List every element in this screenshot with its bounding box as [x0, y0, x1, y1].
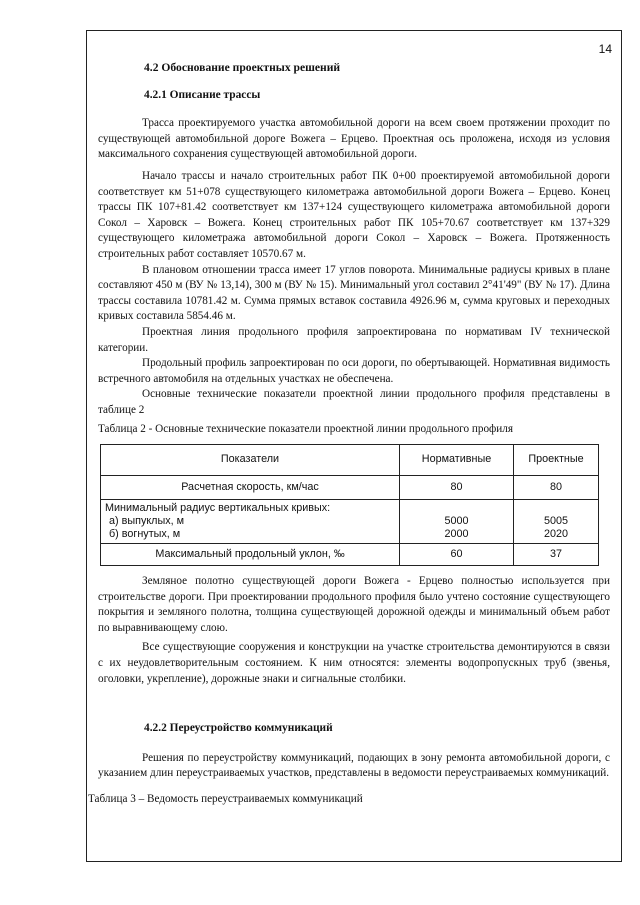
table-row: [101, 500, 599, 544]
header-indicators: Показатели: [101, 445, 400, 476]
page-number: 14: [598, 42, 612, 56]
header-normative: Нормативные: [400, 445, 514, 476]
table3-caption: Таблица 3 – Ведомость переустраиваемых коммуникаций: [88, 793, 363, 805]
radius-proj-concave: 2020: [543, 528, 569, 541]
paragraph: Земляное полотно существующей дороги Вожега - Ерцево полностью используется при строительстве дороги. При проектировании продольного профиля было учтено состояние существующего покрытия и земляного полотна, толщина существующей дорожной одежды и минимальный объем работ по выравнивающему слою.: [98, 575, 610, 634]
paragraph: В плановом отношении трасса имеет 17 углов поворота. Минимальные радиусы кривых в плане составляют 450 м (ВУ № 13,14), 300 м (ВУ № 15). Минимальный угол составил 2°41'49" (ВУ № 17). Длина трассы составила 10781.42 м. Сумма прямых вставок составила 4926.96 м, сумма круговых и переходных кривых составила 5854.46 м.: [98, 263, 610, 323]
radius-norm-convex: 5000: [444, 515, 469, 528]
paragraph: Решения по переустройству коммуникаций, подающих в зону ремонта автомобильной дороги, с указанием длин переустраиваемых участков, представлены в ведомости переустраиваемых коммуникаций.: [98, 751, 610, 780]
speed-proj: 80: [514, 476, 599, 500]
radius-concave-label: б) вогнутых, м: [109, 528, 181, 541]
table-row: [101, 544, 599, 566]
paragraph: Продольный профиль запроектирован по оси дороги, по обертывающей. Нормативная видимость встречного автомобиля на отдельных участках не обеспечена.: [98, 357, 610, 385]
slope-norm: 60: [400, 544, 514, 566]
subsection-title-route: 4.2.1 Описание трассы: [144, 88, 261, 101]
paragraph: Трасса проектируемого участка автомобильной дороги на всем своем протяжении проходит по существующей автомобильной дороге Вожега – Ерцево. Проектная ось проложена, исходя из условия максимального сохранения существующей автомобильной дороги.: [98, 117, 610, 161]
document-body: [88, 60, 610, 808]
radius-norm-concave: 2000: [444, 528, 469, 541]
table-header-row: [101, 445, 599, 476]
radius-label: Минимальный радиус вертикальных кривых:: [105, 502, 331, 515]
technical-indicators-table: [100, 444, 599, 566]
slope-label: Максимальный продольный уклон, ‰: [101, 544, 400, 566]
slope-proj: 37: [514, 544, 599, 566]
radius-proj-convex: 5005: [543, 515, 569, 528]
speed-norm: 80: [400, 476, 514, 500]
paragraph: Проектная линия продольного профиля запроектирована по нормативам IV технической категории.: [98, 325, 610, 354]
radius-proj-cell: [514, 500, 599, 544]
paragraph: Начало трассы и начало строительных работ ПК 0+00 проектируемой автомобильной дороги соответствует км 51+078 существующего километража автомобильной дороги Вожега – Ерцево. Конец трассы ПК 107+81.42 соответствует км 137+124 существующего километража автомобильной дороги Сокол – Харовск – Вожега. Конец строительных работ ПК 105+70.67 соответствует км 137+329 существующего километража автомобильной дороги Сокол – Харовск – Вожега. Протяженность строительных работ составляет 10570.67 м.: [98, 169, 610, 260]
table2-caption: Таблица 2 - Основные технические показатели проектной линии продольного профиля: [98, 423, 514, 436]
paragraph: Основные технические показатели проектной линии продольного профиля представлены в таблице 2: [98, 388, 610, 416]
subsection-title-communications: 4.2.2 Переустройство коммуникаций: [144, 722, 333, 735]
speed-label: Расчетная скорость, км/час: [101, 476, 400, 500]
radius-cell: [101, 500, 400, 544]
radius-norm-cell: [400, 500, 514, 544]
section-title: 4.2 Обоснование проектных решений: [144, 61, 341, 74]
paragraph: Все существующие сооружения и конструкции на участке строительства демонтируются в связи с их неудовлетворительным состоянием. К ним относятся: элементы водопропускных труб (звенья, оголовки, укрепление), дорожные знаки и сигнальные столбики.: [98, 641, 610, 685]
header-design: Проектные: [514, 445, 599, 476]
table-row: [101, 476, 599, 500]
radius-convex-label: а) выпуклых, м: [109, 515, 185, 528]
